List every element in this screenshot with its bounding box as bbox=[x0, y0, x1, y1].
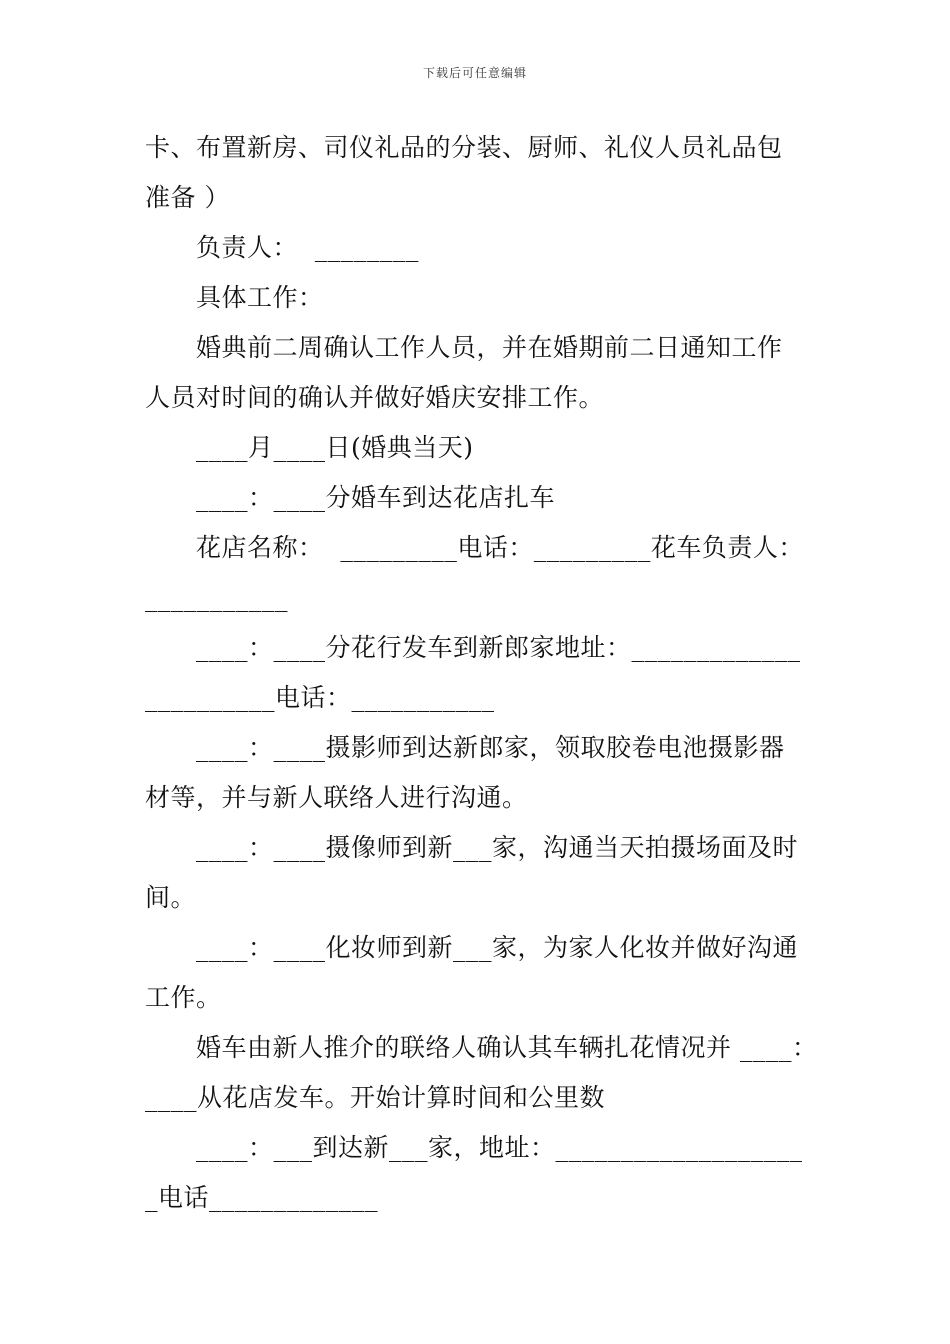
body-line: 材等，并与新人联络人进行沟通。 bbox=[145, 783, 528, 812]
body-line: 卡、布置新房、司仪礼品的分装、厨师、礼仪人员礼品包 bbox=[145, 133, 783, 162]
page-header: 下载后可任意编辑 bbox=[422, 66, 527, 80]
schedule-line: ____：___到达新___家，地址：___________________ bbox=[196, 1133, 803, 1162]
schedule-line: ____：____分婚车到达花店扎车 bbox=[196, 483, 556, 512]
body-line: 间。 bbox=[145, 883, 197, 912]
blank-line: ___________ bbox=[145, 583, 288, 612]
body-line: 婚典前二周确认工作人员，并在婚期前二日通知工作 bbox=[196, 333, 783, 362]
schedule-line: ____：____化妆师到新___家，为家人化妆并做好沟通 bbox=[196, 933, 799, 962]
florist-line: 花店名称： _________电话：_________花车负责人： bbox=[196, 533, 804, 562]
schedule-line: ____：____摄影师到达新郎家，领取胶卷电池摄影器 bbox=[196, 733, 785, 762]
body-line: 婚车由新人推介的联络人确认其车辆扎花情况并 ____： bbox=[196, 1033, 818, 1062]
section-heading: 具体工作： bbox=[196, 283, 324, 312]
body-line: ____从花店发车。开始计算时间和公里数 bbox=[145, 1083, 606, 1112]
schedule-line: ____：____分花行发车到新郎家地址：_____________ bbox=[196, 633, 801, 662]
date-line: ____月____日(婚典当天) bbox=[196, 433, 474, 462]
phone-line: __________电话：___________ bbox=[145, 683, 495, 712]
body-line: 工作。 bbox=[145, 983, 222, 1012]
responsible-person-line: 负责人： ________ bbox=[196, 233, 419, 262]
phone-line: _电话_____________ bbox=[145, 1183, 379, 1212]
body-line: 准备 ） bbox=[145, 183, 230, 212]
schedule-line: ____：____摄像师到新___家，沟通当天拍摄场面及时 bbox=[196, 833, 799, 862]
body-line: 人员对时间的确认并做好婚庆安排工作。 bbox=[145, 383, 605, 412]
